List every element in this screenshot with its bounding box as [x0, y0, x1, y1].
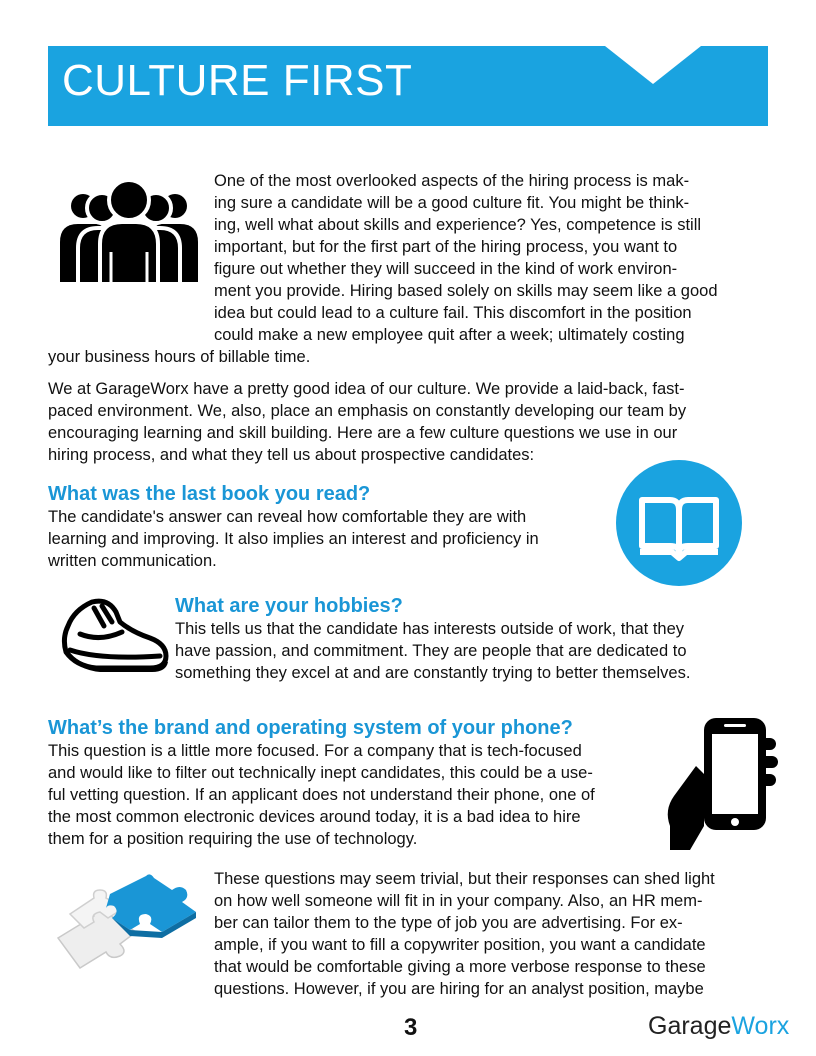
hand-phone-icon	[660, 714, 780, 850]
page-number: 3	[404, 1014, 418, 1041]
intro-line: ing sure a candidate will be a good culture fit. You might be think-	[214, 194, 690, 212]
closing-line: ample, if you want to fill a copywriter position, you want a candidate	[214, 936, 706, 954]
question-heading: What’s the brand and operating system of your phone?	[48, 717, 573, 739]
brand-logo-part: Worx	[731, 1012, 790, 1040]
q3-line: ful vetting question. If an applicant does not understand their phone, one of	[48, 786, 595, 804]
q1-line: learning and improving. It also implies an interest and proficiency in	[48, 530, 539, 548]
question-heading: What was the last book you read?	[48, 483, 371, 505]
intro-line: One of the most overlooked aspects of the hiring process is mak-	[214, 172, 690, 190]
title-banner	[48, 46, 768, 126]
brand-logo-part: Garage	[648, 1012, 732, 1040]
closing-line: These questions may seem trivial, but their responses can shed light	[214, 870, 715, 888]
intro-line: ing, well what about skills and experience? Yes, competence is still	[214, 216, 702, 234]
intro-line: ment you provide. Hiring based solely on skills may seem like a good	[214, 282, 718, 300]
banner-chevron-icon	[605, 46, 701, 84]
q2-line: something they excel at and are constantly trying to better themselves.	[175, 664, 691, 682]
q3-line: and would like to filter out technically inept candidates, this could be a use-	[48, 764, 593, 782]
q2-line: This tells us that the candidate has interests outside of work, that they	[175, 620, 685, 638]
puzzle-pieces-icon	[50, 874, 200, 970]
closing-line: that would be comfortable giving a more verbose response to these	[214, 958, 706, 976]
intro-line: idea but could lead to a culture fail. This discomfort in the position	[214, 304, 692, 322]
q1-line: The candidate's answer can reveal how comfortable they are with	[48, 508, 527, 526]
intro-line: your business hours of billable time.	[48, 348, 311, 366]
people-group-icon	[56, 178, 202, 284]
brand-logo	[648, 1012, 789, 1041]
about-line: encouraging learning and skill building. Here are a few culture questions we use in our	[48, 424, 678, 442]
closing-line: on how well someone will fit in in your company. Also, an HR mem-	[214, 892, 703, 910]
page-title: CULTURE FIRST	[62, 56, 413, 105]
about-line: hiring process, and what they tell us about prospective candidates:	[48, 446, 535, 464]
about-line: paced environment. We, also, place an emphasis on constantly developing our team by	[48, 402, 687, 420]
sneaker-icon	[60, 592, 172, 674]
intro-line: figure out whether they will succeed in the kind of work environ-	[214, 260, 678, 278]
closing-line: ber can tailor them to the type of job you are advertising. For ex-	[214, 914, 683, 932]
question-heading: What are your hobbies?	[175, 595, 403, 617]
intro-line: important, but for the first part of the hiring process, you want to	[214, 238, 678, 256]
q3-line: This question is a little more focused. For a company that is tech-focused	[48, 742, 582, 760]
q2-line: have passion, and commitment. They are people that are dedicated to	[175, 642, 687, 660]
about-line: We at GarageWorx have a pretty good idea of our culture. We provide a laid-back, fast-	[48, 380, 685, 398]
closing-line: questions. However, if you are hiring for an analyst position, maybe	[214, 980, 704, 998]
intro-line: could make a new employee quit after a week; ultimately costing	[214, 326, 685, 344]
q3-line: them for a position requiring the use of technology.	[48, 830, 418, 848]
q1-line: written communication.	[48, 552, 217, 570]
open-book-icon	[614, 460, 744, 586]
q3-line: the most common electronic devices around today, it is a bad idea to hire	[48, 808, 581, 826]
